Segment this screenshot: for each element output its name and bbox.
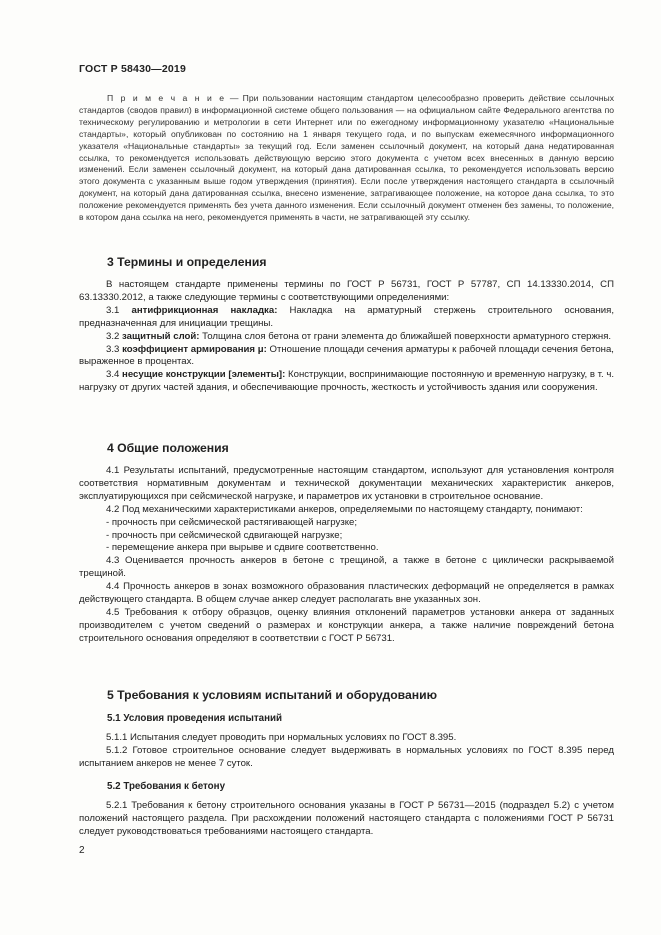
- term-definition: Отношение площади сечения арматуры к рабочей площади сечения бетона, выраженное в процентах.: [79, 343, 614, 368]
- paragraph-4-4: 4.4 Прочность анкеров в зонах возможного образования пластических деформаций не определяется в рамках действующего стандарта. В общем случае анкер следует располагать вне указанных зон.: [79, 581, 614, 606]
- list-item: - прочность при сейсмической растягивающей нагрузке;: [106, 516, 358, 528]
- section-5-heading: 5 Требования к условиям испытаний и оборудованию: [107, 688, 438, 702]
- page-number: 2: [79, 845, 85, 856]
- term-name: несущие конструкции [элементы]:: [122, 369, 286, 381]
- document-header: ГОСТ Р 58430—2019: [79, 63, 187, 75]
- term-name: коэффициент армирования μ:: [122, 343, 267, 355]
- term-definition: Накладка на арматурный стержень строительного основания, предназначенная для инициации трещины.: [79, 304, 614, 329]
- term-definition: Толщина слоя бетона от грани элемента до ближайшей поверхности арматурного стержня.: [199, 330, 612, 342]
- term-3-2: 3.2 защитный слой: Толщина слоя бетона от грани элемента до ближайшей поверхности арматурного стержня.: [106, 330, 612, 342]
- term-name: антифрикционная накладка:: [131, 304, 278, 316]
- paragraph-4-1: 4.1 Результаты испытаний, предусмотренные настоящим стандартом, используют для установления контроля соответствия нормативным документам и технической документации механических характеристик анкеров, эксплуатирующихся при сейсмической нагрузке, и параметров их установки в строительное основание.: [79, 465, 614, 502]
- paragraph-4-3: 4.3 Оценивается прочность анкеров в бетоне с трещиной, а также в бетоне с циклически раскрываемой трещиной.: [79, 555, 614, 580]
- term-3-1: 3.1 антифрикционная накладка: Накладка на арматурный стержень строительного основания, предназначенная для инициации трещины.: [79, 304, 614, 329]
- section-3-heading: 3 Термины и определения: [107, 255, 267, 269]
- subsection-5-2-body: [79, 800, 614, 839]
- list-item: - прочность при сейсмической сдвигающей нагрузке;: [106, 529, 343, 541]
- paragraph-5-1-1: 5.1.1 Испытания следует проводить при нормальных условиях по ГОСТ 8.395.: [106, 732, 457, 743]
- paragraph-5-1-2: 5.1.2 Готовое строительное основание следует выдерживать в нормальных условиях по ГОСТ 8.395 перед испытанием анкеров не менее 7 суток.: [79, 744, 614, 769]
- term-name: защитный слой:: [122, 330, 200, 342]
- paragraph-4-5: 4.5 Требования к отбору образцов, оценку влияния отклонений параметров установки анкера от заданных производителем с учетом сведений о размерах и конструкции анкера, а также наличие повреждений бетона строительного основания определяют в соответствии с ГОСТ Р 56731.: [79, 606, 614, 644]
- term-3-4: 3.4 несущие конструкции [элементы]: Конструкции, воспринимающие постоянную и временную нагрузку, в т. ч. нагрузку от других частей здания, и обеспечивающие прочность, жесткость и устойчивость здания или сооружения.: [79, 369, 615, 394]
- subsection-5-1-heading: 5.1 Условия проведения испытаний: [107, 713, 283, 724]
- term-3-3: 3.3 коэффициент армирования μ: Отношение площади сечения арматуры к рабочей площади сечения бетона, выраженное в процентах.: [79, 343, 614, 368]
- note-block: [79, 93, 614, 224]
- note-label: П р и м е ч а н и е: [107, 93, 226, 103]
- paragraph-5-2-1: 5.2.1 Требования к бетону строительного основания указаны в ГОСТ Р 56731—2015 (подраздел 5.2) с учетом положений настоящего раздела. При расхождении положений настоящего стандарта с положениями ГОСТ Р 56731 следует руководствоваться требованиями настоящего стандарта.: [79, 800, 614, 837]
- section-3-intro: В настоящем стандарте применены термины по ГОСТ Р 56731, ГОСТ Р 57787, СП 14.13330.2014, СП 63.13330.2012, а также следующие термины с соответствующими определениями:: [79, 279, 614, 303]
- note-paragraph: [79, 93, 614, 224]
- subsection-5-2-heading: 5.2 Требования к бетону: [107, 781, 226, 792]
- section-4-body: [79, 465, 614, 646]
- subsection-5-1-body: [79, 732, 614, 771]
- paragraph-4-2: 4.2 Под механическими характеристиками анкеров, определяемыми по настоящему стандарту, понимают:: [106, 503, 583, 515]
- note-text: — При пользовании настоящим стандартом целесообразно проверить действие ссылочных стандартов (сводов правил) в информационной системе общего пользования — на официальном сайте Федерального агентства по техническому регулированию и метрологии в сети Интернет или по ежегодному информационному указателю «Национальные стандарты», который опубликован по состоянию на 1 января текущего года, и по выпускам ежемесячного информационного указателя «Национальные стандарты» за текущий год. Если заменен ссылочный документ, на который дана недатированная ссылка, то рекомендуется использовать действующую версию этого документа с учетом всех внесенных в данную версию изменений. Если заменен ссылочный документ, на который дана датированная ссылка, то рекомендуется использовать версию этого документа с указанным выше годом утверждения (принятия). Если после утверждения настоящего стандарта в ссылочный документ, на который дана датированная ссылка, внесено изменение, затрагивающее положение, на которое дана ссылка, то это положение рекомендуется применять без учета данного изменения. Если ссылочный документ отменен без замены, то положение, в котором дана ссылка на него, рекомендуется применять в части, не затрагивающей эту ссылку.: [79, 93, 615, 223]
- section-4-heading: 4 Общие положения: [107, 441, 229, 455]
- list-item: - перемещение анкера при вырыве и сдвиге соответственно.: [106, 542, 379, 554]
- section-3-body: [79, 279, 614, 395]
- term-definition: Конструкции, воспринимающие постоянную и временную нагрузку, в т. ч. нагрузку от других частей здания, и обеспечивающие прочность, жесткость и устойчивость здания или сооружения.: [79, 369, 615, 394]
